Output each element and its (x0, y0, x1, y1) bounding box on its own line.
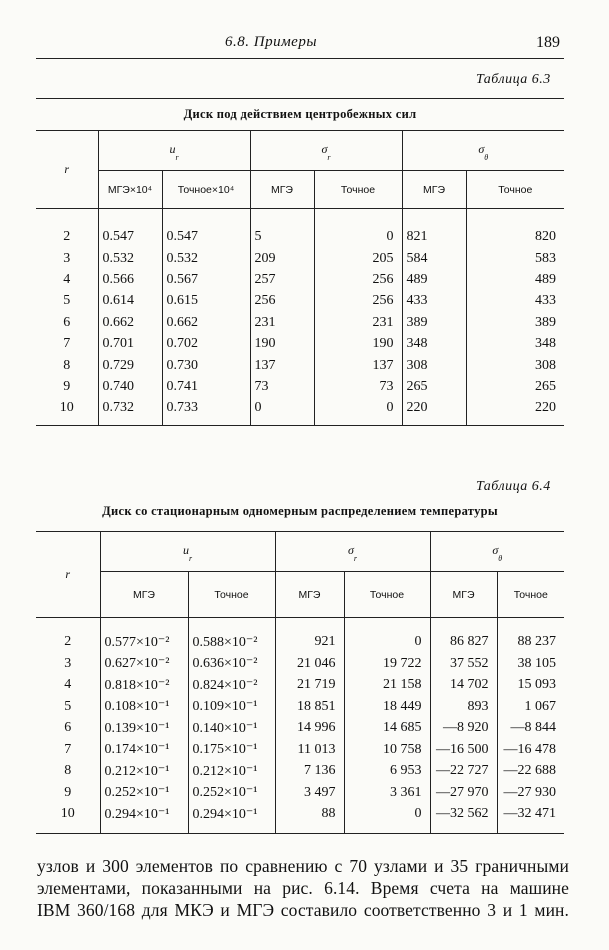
table-cell: 0.730 (162, 355, 250, 376)
table-row (36, 227, 564, 248)
table-cell: 0.627×10⁻² (100, 653, 188, 675)
table-row (36, 761, 564, 783)
table2-group-sigma-r: $\sigma_r$ (275, 532, 430, 572)
table-cell: 489 (466, 269, 564, 290)
table-cell: 584 (402, 248, 466, 269)
table-cell: 38 105 (497, 653, 564, 675)
table-cell: 0.109×10⁻¹ (188, 696, 275, 718)
table-cell: 73 (314, 376, 402, 397)
table-cell: 37 552 (430, 653, 497, 675)
row-index-cell: 2 (63, 229, 71, 245)
table1-group-sigma-r: $\sigma_r$ (250, 131, 402, 171)
table-cell: 348 (466, 333, 564, 354)
table-row (36, 398, 564, 419)
body-paragraph (37, 855, 569, 921)
row-index-cell: 3 (64, 655, 72, 671)
table-cell: 0.729 (98, 355, 162, 376)
table-cell: 73 (250, 376, 314, 397)
table2-subheader: МГЭ (100, 572, 188, 618)
table-cell: 3 497 (275, 782, 344, 804)
table-row (36, 312, 564, 333)
table-cell: 0.294×10⁻¹ (100, 804, 188, 826)
table-row (36, 248, 564, 269)
table-cell: 137 (314, 355, 402, 376)
table2-subheader: Точное (497, 572, 564, 618)
table1-group-ur: $u_r$ (98, 131, 250, 171)
table-cell: —8 844 (497, 718, 564, 740)
table-cell: 0.175×10⁻¹ (188, 739, 275, 761)
table-cell: 0.212×10⁻¹ (188, 761, 275, 783)
table1 (36, 130, 564, 426)
table-cell: 0.701 (98, 333, 162, 354)
table-cell: 0.740 (98, 376, 162, 397)
table-cell: 3 361 (344, 782, 430, 804)
table-cell: —22 688 (497, 761, 564, 783)
table-cell: 0.741 (162, 376, 250, 397)
table-cell: 209 (250, 248, 314, 269)
table-cell: 0.174×10⁻¹ (100, 739, 188, 761)
table1-group-sigma-theta: $\sigma_\theta$ (402, 131, 564, 171)
table-cell: 21 158 (344, 675, 430, 697)
table-cell: 0.588×10⁻² (188, 632, 275, 654)
table-cell: 14 702 (430, 675, 497, 697)
row-index-cell: 9 (63, 378, 71, 394)
table-cell: 433 (466, 291, 564, 312)
table-cell: 21 046 (275, 653, 344, 675)
table-cell: 14 685 (344, 718, 430, 740)
table-cell: 137 (250, 355, 314, 376)
table-cell: —16 478 (497, 739, 564, 761)
table-cell: 893 (430, 696, 497, 718)
table1-subheader: Точное (466, 171, 564, 209)
table-cell: 0.252×10⁻¹ (188, 782, 275, 804)
table-cell: 256 (250, 291, 314, 312)
body-line: IBM 360/168 для МКЭ и МГЭ составило соответственно 3 и 1 мин. (37, 900, 569, 920)
table-cell: —32 562 (430, 804, 497, 826)
table1-subheader: МГЭ (402, 171, 466, 209)
table-cell: —22 727 (430, 761, 497, 783)
table-cell: 220 (402, 398, 466, 419)
table-cell: 0.702 (162, 333, 250, 354)
table1-title: Диск под действием центробежных сил (183, 107, 417, 121)
table2-caption: Таблица 6.4 (476, 479, 551, 494)
row-index-cell: 7 (64, 741, 72, 757)
table-cell: 256 (314, 269, 402, 290)
table-cell: 0.732 (98, 398, 162, 419)
table-cell: 433 (402, 291, 466, 312)
table2-row-header: r (36, 532, 100, 618)
table-cell: 921 (275, 632, 344, 654)
table1-row-header: r (36, 131, 98, 209)
row-index-cell: 7 (63, 336, 71, 352)
row-index-cell: 3 (63, 250, 71, 266)
table1-subheader: МГЭ (250, 171, 314, 209)
table-cell: 489 (402, 269, 466, 290)
table-cell: —8 920 (430, 718, 497, 740)
table-cell: 0.566 (98, 269, 162, 290)
table-cell: 0 (344, 804, 430, 826)
table-cell: 0.636×10⁻² (188, 653, 275, 675)
table-cell: 0 (344, 632, 430, 654)
table2-subheader: Точное (188, 572, 275, 618)
table-cell: 0.567 (162, 269, 250, 290)
row-index-cell: 8 (64, 763, 72, 779)
table-row (36, 376, 564, 397)
table-cell: 265 (402, 376, 466, 397)
table-row (36, 632, 564, 654)
table-cell: 18 851 (275, 696, 344, 718)
table1-caption: Таблица 6.3 (476, 72, 551, 87)
row-index-cell: 4 (63, 271, 71, 287)
table-cell: 19 722 (344, 653, 430, 675)
table-cell: 0.733 (162, 398, 250, 419)
body-line: элементами, показанными на рис. 6.14. Время счета на машине (37, 878, 569, 898)
table-cell: 583 (466, 248, 564, 269)
body-line: узлов и 300 элементов по сравнению с 70 узлами и 35 граничными (37, 856, 569, 876)
table-cell: —27 930 (497, 782, 564, 804)
table-row (36, 653, 564, 675)
row-index-cell: 9 (64, 784, 72, 800)
table-cell: 0.614 (98, 291, 162, 312)
table-cell: 308 (466, 355, 564, 376)
table-cell: 0.577×10⁻² (100, 632, 188, 654)
table-cell: 88 (275, 804, 344, 826)
row-index-cell: 10 (60, 806, 75, 822)
table-row (36, 333, 564, 354)
row-index-cell: 4 (64, 677, 72, 693)
table-cell: 0.252×10⁻¹ (100, 782, 188, 804)
table-cell: 257 (250, 269, 314, 290)
table-cell: 0.108×10⁻¹ (100, 696, 188, 718)
table-row (36, 804, 564, 826)
table-cell: 6 953 (344, 761, 430, 783)
table-cell: 220 (466, 398, 564, 419)
table1-top-rule (36, 98, 564, 99)
table-cell: —16 500 (430, 739, 497, 761)
table-row (36, 739, 564, 761)
table-cell: 5 (250, 227, 314, 248)
row-index-cell: 5 (64, 698, 72, 714)
header-rule (36, 58, 564, 59)
table-cell: 15 093 (497, 675, 564, 697)
table-cell: 231 (314, 312, 402, 333)
table-cell: 190 (314, 333, 402, 354)
table-cell: 0.662 (162, 312, 250, 333)
table2-group-sigma-theta: $\sigma_\theta$ (430, 532, 564, 572)
table-cell: 88 237 (497, 632, 564, 654)
table-row (36, 696, 564, 718)
table-cell: 7 136 (275, 761, 344, 783)
table-cell: 10 758 (344, 739, 430, 761)
table-cell: 86 827 (430, 632, 497, 654)
page-number: 189 (536, 34, 560, 51)
running-header-section: 6.8. Примеры (225, 34, 317, 50)
table-cell: 21 719 (275, 675, 344, 697)
table-cell: 205 (314, 248, 402, 269)
row-index-cell: 5 (63, 293, 71, 309)
table1-subheader: Точное×10⁴ (162, 171, 250, 209)
table-cell: 389 (466, 312, 564, 333)
table-cell: 820 (466, 227, 564, 248)
table2-title: Диск со стационарным одномерным распределением температуры (102, 504, 498, 518)
table-cell: 0.662 (98, 312, 162, 333)
table2 (36, 531, 564, 834)
table1-subheader: МГЭ×10⁴ (98, 171, 162, 209)
table-cell: 0.139×10⁻¹ (100, 718, 188, 740)
table-cell: 0 (314, 398, 402, 419)
table2-subheader: Точное (344, 572, 430, 618)
table-cell: 0.547 (162, 227, 250, 248)
table-cell: 231 (250, 312, 314, 333)
table-row (36, 782, 564, 804)
table2-subheader-row (36, 572, 564, 618)
table-cell: 348 (402, 333, 466, 354)
table-cell: 190 (250, 333, 314, 354)
table-row (36, 718, 564, 740)
table-cell: 0.547 (98, 227, 162, 248)
table-row (36, 355, 564, 376)
table1-subheader-row (36, 171, 564, 209)
table-cell: 0.294×10⁻¹ (188, 804, 275, 826)
row-index-cell: 8 (63, 357, 71, 373)
table-cell: —27 970 (430, 782, 497, 804)
table-cell: 0.532 (162, 248, 250, 269)
row-index-cell: 10 (59, 400, 74, 416)
table-row (36, 675, 564, 697)
table-cell: 0 (250, 398, 314, 419)
table-cell: 1 067 (497, 696, 564, 718)
row-index-cell: 6 (64, 720, 72, 736)
table-cell: 0.824×10⁻² (188, 675, 275, 697)
table1-subheader: Точное (314, 171, 402, 209)
table-row (36, 269, 564, 290)
table-cell: 256 (314, 291, 402, 312)
table-cell: 821 (402, 227, 466, 248)
table-cell: 308 (402, 355, 466, 376)
table-cell: 265 (466, 376, 564, 397)
table-cell: 14 996 (275, 718, 344, 740)
table-cell: —32 471 (497, 804, 564, 826)
table-cell: 18 449 (344, 696, 430, 718)
table-cell: 0.140×10⁻¹ (188, 718, 275, 740)
table-cell: 0.818×10⁻² (100, 675, 188, 697)
row-index-cell: 2 (64, 634, 72, 650)
table-cell: 11 013 (275, 739, 344, 761)
table2-subheader: МГЭ (430, 572, 497, 618)
table2-group-ur: $u_r$ (100, 532, 275, 572)
table2-subheader: МГЭ (275, 572, 344, 618)
table-cell: 0.615 (162, 291, 250, 312)
row-index-cell: 6 (63, 314, 71, 330)
table-cell: 0 (314, 227, 402, 248)
table-cell: 0.212×10⁻¹ (100, 761, 188, 783)
table-cell: 389 (402, 312, 466, 333)
table-cell: 0.532 (98, 248, 162, 269)
table-row (36, 291, 564, 312)
